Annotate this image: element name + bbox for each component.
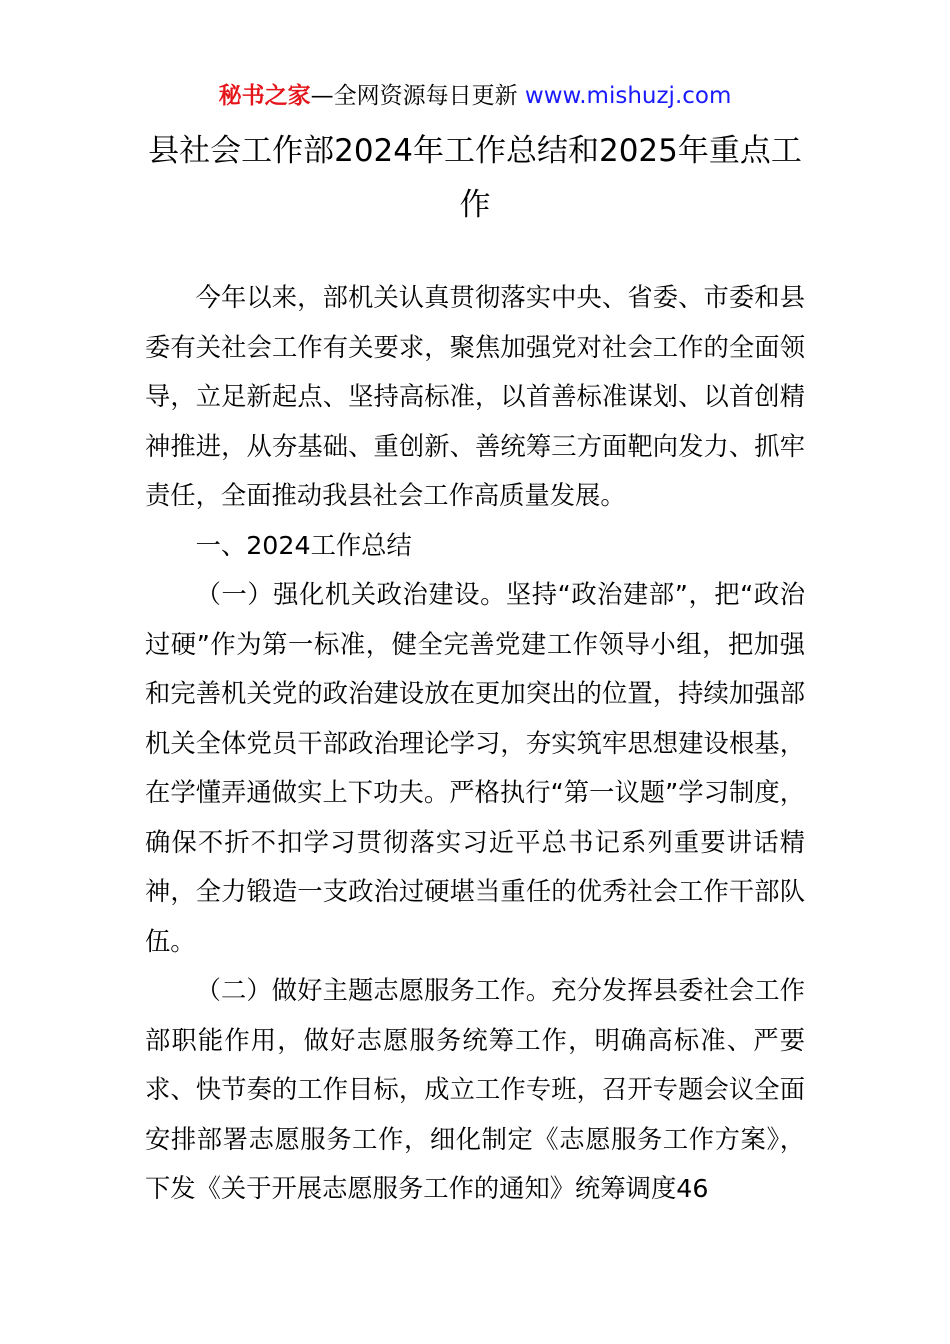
site-header xyxy=(0,78,950,114)
intro-paragraph: 今年以来，部机关认真贯彻落实中央、省委、市委和县委有关社会工作有关要求，聚焦加强党对社会工作的全面领导，立足新起点、坚持高标准，以首善标准谋划、以首创精神推进，从夯基础、重创新、善统筹三方面靶向发力、抓牢责任，全面推动我县社会工作高质量发展。 xyxy=(145,283,805,510)
section-heading: 一、2024工作总结 xyxy=(195,530,412,560)
brand-name: 秘书之家 xyxy=(218,83,311,109)
brand-url-link[interactable]: www.mishuzj.com xyxy=(524,83,732,109)
document-title: 县社会工作部2024年工作总结和2025年重点工作 xyxy=(148,133,802,223)
paragraph-political-building: （一）强化机关政治建设。坚持“政治建部”，把“政治过硬”作为第一标准，健全完善党建工作领导小组，把加强和完善机关党的政治建设放在更加突出的位置，持续加强部机关全体党员干部政治理论学习，夯实筑牢思想建设根基，在学懂弄通做实上下功夫。严格执行“第一议题”学习制度，确保不折不扣学习贯彻落实习近平总书记系列重要讲话精神，全力锻造一支政治过硬堪当重任的优秀社会工作干部队伍。 xyxy=(145,580,805,956)
paragraph-volunteer-service: （二）做好主题志愿服务工作。充分发挥县委社会工作部职能作用，做好志愿服务统筹工作，明确高标准、严要求、快节奏的工作目标，成立工作专班，召开专题会议全面安排部署志愿服务工作，细化制定《志愿服务工作方案》，下发《关于开展志愿服务工作的通知》统筹调度46 xyxy=(145,976,805,1203)
document-body xyxy=(145,273,805,1214)
brand-tagline: —全网资源每日更新 xyxy=(310,83,518,109)
